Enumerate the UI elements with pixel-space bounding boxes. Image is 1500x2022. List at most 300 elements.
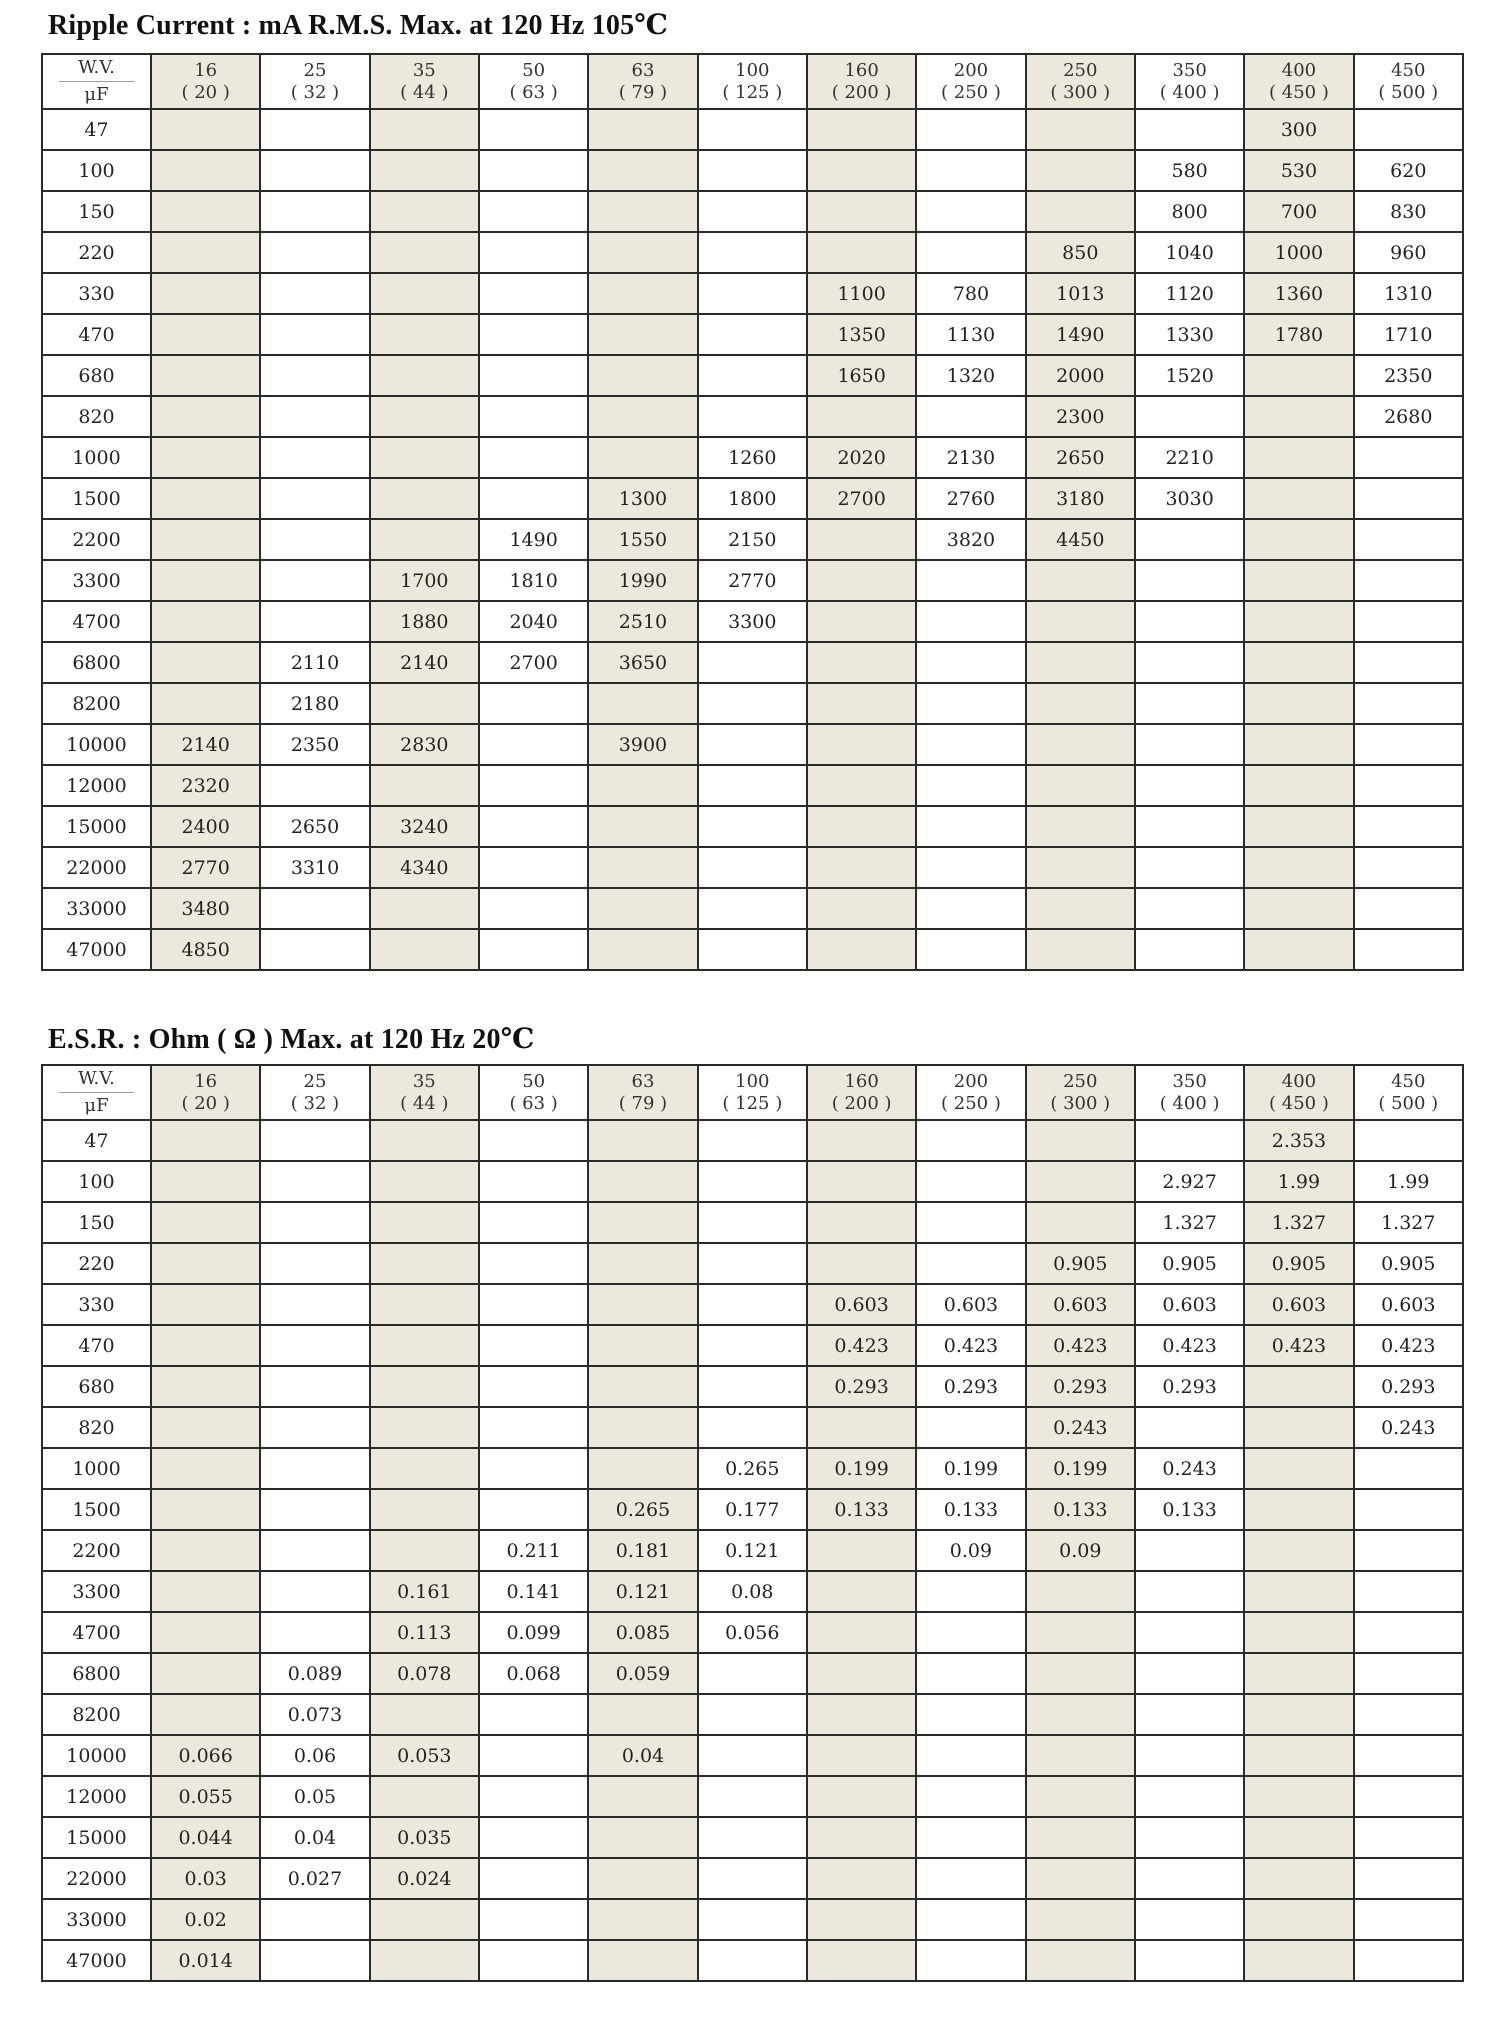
value-cell: [1354, 806, 1463, 847]
value-cell: [151, 1243, 260, 1284]
table-row: [42, 601, 1463, 642]
value-cell: [1354, 1899, 1463, 1940]
esr-title: E.S.R. : Ohm ( Ω ) Max. at 120 Hz 20℃: [48, 1024, 535, 1055]
value-cell: [807, 150, 916, 191]
value-cell: [479, 1284, 588, 1325]
value-cell: [151, 314, 260, 355]
value-cell: [370, 109, 479, 150]
value-cell: 1990: [588, 560, 697, 601]
value-cell: [588, 314, 697, 355]
value-cell: [1135, 806, 1244, 847]
surge-voltage: ( 500 ): [1378, 1092, 1439, 1114]
value-cell: 0.243: [1354, 1407, 1463, 1448]
rated-voltage: 35: [412, 59, 436, 81]
value-cell: [698, 396, 807, 437]
value-cell: 1330: [1135, 314, 1244, 355]
surge-voltage: ( 250 ): [941, 1092, 1001, 1114]
value-cell: [370, 314, 479, 355]
value-cell: [916, 1858, 1025, 1899]
value-cell: 0.085: [588, 1612, 697, 1653]
voltage-column-header: [370, 54, 479, 109]
capacitance-cell: 8200: [42, 1694, 151, 1735]
value-cell: [807, 519, 916, 560]
value-cell: [260, 519, 369, 560]
value-cell: [1244, 1899, 1353, 1940]
value-cell: 0.603: [1026, 1284, 1135, 1325]
rated-voltage: 16: [194, 59, 218, 81]
table-row: [42, 1612, 1463, 1653]
value-cell: [1244, 1858, 1353, 1899]
value-cell: [807, 1735, 916, 1776]
value-cell: [151, 1489, 260, 1530]
value-cell: [1244, 1653, 1353, 1694]
value-cell: 3240: [370, 806, 479, 847]
value-cell: [370, 1161, 479, 1202]
value-cell: [588, 1899, 697, 1940]
table-row: [42, 1899, 1463, 1940]
capacitance-cell: 150: [42, 191, 151, 232]
value-cell: [1135, 1530, 1244, 1571]
capacitance-cell: 2200: [42, 1530, 151, 1571]
rated-voltage: 16: [194, 1070, 218, 1092]
value-cell: [260, 1284, 369, 1325]
table-row: [42, 150, 1463, 191]
value-cell: 2.927: [1135, 1161, 1244, 1202]
capacitance-cell: 4700: [42, 1612, 151, 1653]
table-row: [42, 1448, 1463, 1489]
value-cell: [588, 150, 697, 191]
value-cell: [698, 1161, 807, 1202]
value-cell: [916, 888, 1025, 929]
capacitance-cell: 1500: [42, 478, 151, 519]
value-cell: 0.243: [1026, 1407, 1135, 1448]
value-cell: 3480: [151, 888, 260, 929]
value-cell: 2350: [1354, 355, 1463, 396]
table-row: [42, 1489, 1463, 1530]
value-cell: 0.014: [151, 1940, 260, 1981]
value-cell: [1244, 1571, 1353, 1612]
capacitance-cell: 1000: [42, 1448, 151, 1489]
value-cell: [807, 1120, 916, 1161]
value-cell: [479, 929, 588, 970]
value-cell: [1026, 1202, 1135, 1243]
value-cell: [807, 1202, 916, 1243]
value-cell: 0.078: [370, 1653, 479, 1694]
value-cell: 0.08: [698, 1571, 807, 1612]
value-cell: 0.423: [1244, 1325, 1353, 1366]
value-cell: [807, 642, 916, 683]
value-cell: [1244, 1612, 1353, 1653]
surge-voltage: ( 400 ): [1159, 1092, 1220, 1114]
rated-voltage: 450: [1391, 59, 1426, 81]
table-row: [42, 847, 1463, 888]
surge-voltage: ( 44 ): [400, 81, 449, 103]
value-cell: 580: [1135, 150, 1244, 191]
value-cell: [1135, 1817, 1244, 1858]
capacitance-cell: 1500: [42, 1489, 151, 1530]
value-cell: [1026, 1571, 1135, 1612]
value-cell: 0.121: [698, 1530, 807, 1571]
value-cell: 0.073: [260, 1694, 369, 1735]
value-cell: 1710: [1354, 314, 1463, 355]
value-cell: [1026, 191, 1135, 232]
value-cell: [807, 847, 916, 888]
value-cell: [151, 191, 260, 232]
voltage-column-header: [698, 54, 807, 109]
value-cell: 1520: [1135, 355, 1244, 396]
capacitance-cell: 12000: [42, 1776, 151, 1817]
value-cell: [370, 396, 479, 437]
value-cell: [370, 1407, 479, 1448]
value-cell: [260, 478, 369, 519]
value-cell: [588, 683, 697, 724]
value-cell: [916, 1202, 1025, 1243]
capacitance-cell: 22000: [42, 847, 151, 888]
table-row: [42, 1571, 1463, 1612]
value-cell: [807, 1858, 916, 1899]
value-cell: [807, 191, 916, 232]
value-cell: 0.905: [1244, 1243, 1353, 1284]
capacitance-cell: 100: [42, 150, 151, 191]
value-cell: [1244, 396, 1353, 437]
value-cell: 2830: [370, 724, 479, 765]
voltage-column-header: [1135, 1065, 1244, 1120]
value-cell: [1244, 1366, 1353, 1407]
value-cell: [1244, 724, 1353, 765]
value-cell: [1135, 109, 1244, 150]
value-cell: [698, 273, 807, 314]
value-cell: [807, 806, 916, 847]
table-row: [42, 1940, 1463, 1981]
value-cell: [1026, 109, 1135, 150]
value-cell: [698, 1202, 807, 1243]
rated-voltage: 63: [631, 1070, 655, 1092]
value-cell: 0.059: [588, 1653, 697, 1694]
voltage-column-header: [1026, 54, 1135, 109]
value-cell: [588, 1325, 697, 1366]
value-cell: 3300: [698, 601, 807, 642]
value-cell: [807, 560, 916, 601]
value-cell: 0.05: [260, 1776, 369, 1817]
surge-voltage: ( 500 ): [1378, 81, 1439, 103]
capacitance-cell: 220: [42, 1243, 151, 1284]
value-cell: 1490: [1026, 314, 1135, 355]
value-cell: 1360: [1244, 273, 1353, 314]
value-cell: 0.06: [260, 1735, 369, 1776]
value-cell: 3820: [916, 519, 1025, 560]
value-cell: [370, 683, 479, 724]
value-cell: 0.099: [479, 1612, 588, 1653]
value-cell: [916, 1571, 1025, 1612]
capacitance-cell: 1000: [42, 437, 151, 478]
capacitance-cell: 33000: [42, 888, 151, 929]
value-cell: [479, 314, 588, 355]
value-cell: [807, 1243, 916, 1284]
value-cell: [260, 191, 369, 232]
value-cell: 960: [1354, 232, 1463, 273]
value-cell: [1244, 1817, 1353, 1858]
value-cell: [260, 232, 369, 273]
value-cell: 3310: [260, 847, 369, 888]
value-cell: [588, 1407, 697, 1448]
value-cell: 2300: [1026, 396, 1135, 437]
value-cell: 0.423: [807, 1325, 916, 1366]
value-cell: [479, 478, 588, 519]
value-cell: [916, 1161, 1025, 1202]
value-cell: [1135, 1858, 1244, 1899]
value-cell: 0.423: [916, 1325, 1025, 1366]
value-cell: [916, 1407, 1025, 1448]
capacitance-cell: 3300: [42, 1571, 151, 1612]
value-cell: [698, 1817, 807, 1858]
value-cell: 2040: [479, 601, 588, 642]
table-row: [42, 314, 1463, 355]
value-cell: [1135, 1776, 1244, 1817]
value-cell: [1354, 1858, 1463, 1899]
value-cell: [1135, 1120, 1244, 1161]
capacitance-cell: 47: [42, 1120, 151, 1161]
table-row: [42, 1284, 1463, 1325]
value-cell: 0.04: [260, 1817, 369, 1858]
value-cell: [1026, 601, 1135, 642]
voltage-column-header: [370, 1065, 479, 1120]
value-cell: [588, 191, 697, 232]
value-cell: [1026, 929, 1135, 970]
value-cell: [807, 765, 916, 806]
value-cell: [1354, 724, 1463, 765]
value-cell: [1135, 1899, 1244, 1940]
value-cell: 1013: [1026, 273, 1135, 314]
value-cell: [1354, 1530, 1463, 1571]
value-cell: [1135, 1571, 1244, 1612]
value-cell: [260, 1407, 369, 1448]
voltage-column-header: [1244, 1065, 1353, 1120]
value-cell: [588, 1243, 697, 1284]
working-voltage-label: W.V.: [59, 57, 134, 82]
value-cell: 1.327: [1354, 1202, 1463, 1243]
value-cell: [916, 847, 1025, 888]
value-cell: [151, 1120, 260, 1161]
surge-voltage: ( 250 ): [941, 81, 1001, 103]
value-cell: [151, 683, 260, 724]
value-cell: [1244, 1489, 1353, 1530]
value-cell: [807, 1653, 916, 1694]
value-cell: [588, 1202, 697, 1243]
value-cell: [698, 1858, 807, 1899]
value-cell: [1026, 642, 1135, 683]
value-cell: [151, 560, 260, 601]
value-cell: [1354, 1448, 1463, 1489]
value-cell: [151, 232, 260, 273]
value-cell: [588, 273, 697, 314]
value-cell: 1.99: [1354, 1161, 1463, 1202]
value-cell: [698, 847, 807, 888]
value-cell: [1244, 847, 1353, 888]
capacitance-cell: 2200: [42, 519, 151, 560]
value-cell: [1026, 847, 1135, 888]
voltage-column-header: [1354, 54, 1463, 109]
value-cell: [588, 396, 697, 437]
value-cell: [1354, 1694, 1463, 1735]
capacitance-cell: 8200: [42, 683, 151, 724]
value-cell: [260, 1899, 369, 1940]
value-cell: [1354, 1120, 1463, 1161]
value-cell: [370, 1940, 479, 1981]
value-cell: [1026, 1694, 1135, 1735]
table-row: [42, 683, 1463, 724]
voltage-column-header: [1026, 1065, 1135, 1120]
value-cell: [1135, 519, 1244, 560]
value-cell: [151, 273, 260, 314]
rated-voltage: 400: [1281, 59, 1317, 81]
value-cell: [370, 273, 479, 314]
value-cell: [479, 683, 588, 724]
value-cell: [370, 1243, 479, 1284]
value-cell: 1320: [916, 355, 1025, 396]
value-cell: 1260: [698, 437, 807, 478]
value-cell: [807, 1817, 916, 1858]
value-cell: 2210: [1135, 437, 1244, 478]
table-row: [42, 1161, 1463, 1202]
value-cell: [588, 1858, 697, 1899]
surge-voltage: ( 20 ): [181, 81, 230, 103]
value-cell: 0.133: [807, 1489, 916, 1530]
table-row: [42, 806, 1463, 847]
value-cell: [1354, 478, 1463, 519]
corner-header-cell: [42, 1065, 151, 1120]
value-cell: [370, 1325, 479, 1366]
value-cell: 1650: [807, 355, 916, 396]
table-row: [42, 1120, 1463, 1161]
value-cell: [1354, 847, 1463, 888]
value-cell: 2770: [151, 847, 260, 888]
rated-voltage: 400: [1281, 1070, 1317, 1092]
value-cell: [151, 1571, 260, 1612]
value-cell: [1026, 765, 1135, 806]
value-cell: [807, 1161, 916, 1202]
value-cell: [1354, 683, 1463, 724]
value-cell: [479, 1899, 588, 1940]
value-cell: [698, 109, 807, 150]
value-cell: [916, 1776, 1025, 1817]
value-cell: [807, 1530, 916, 1571]
value-cell: [698, 1899, 807, 1940]
value-cell: [1026, 888, 1135, 929]
value-cell: [370, 765, 479, 806]
value-cell: 0.089: [260, 1653, 369, 1694]
value-cell: [916, 1612, 1025, 1653]
value-cell: [151, 519, 260, 560]
capacitance-cell: 10000: [42, 724, 151, 765]
rated-voltage: 100: [735, 1070, 770, 1092]
surge-voltage: ( 63 ): [509, 1092, 558, 1114]
table-row: [42, 1653, 1463, 1694]
value-cell: [151, 1653, 260, 1694]
value-cell: [1354, 1653, 1463, 1694]
value-cell: 2150: [698, 519, 807, 560]
capacitance-cell: 15000: [42, 1817, 151, 1858]
value-cell: [1354, 1612, 1463, 1653]
value-cell: [479, 1161, 588, 1202]
capacitance-cell: 6800: [42, 642, 151, 683]
ripple-current-title: Ripple Current : mA R.M.S. Max. at 120 Hz 105℃: [48, 10, 669, 41]
capacitance-unit-label: μF: [84, 84, 109, 105]
value-cell: [260, 1161, 369, 1202]
value-cell: [698, 1940, 807, 1981]
value-cell: [260, 1325, 369, 1366]
value-cell: 1550: [588, 519, 697, 560]
surge-voltage: ( 200 ): [831, 81, 892, 103]
value-cell: [260, 929, 369, 970]
value-cell: [807, 396, 916, 437]
capacitance-cell: 470: [42, 314, 151, 355]
value-cell: [1026, 1735, 1135, 1776]
table-row: [42, 478, 1463, 519]
table-row: [42, 642, 1463, 683]
value-cell: [1354, 888, 1463, 929]
value-cell: [1244, 437, 1353, 478]
value-cell: [1244, 560, 1353, 601]
voltage-column-header: [1135, 54, 1244, 109]
value-cell: [1026, 683, 1135, 724]
value-cell: 2140: [151, 724, 260, 765]
value-cell: 2700: [807, 478, 916, 519]
voltage-column-header: [807, 54, 916, 109]
value-cell: 0.265: [588, 1489, 697, 1530]
value-cell: 2770: [698, 560, 807, 601]
esr-table: [41, 1064, 1464, 1982]
value-cell: [479, 1407, 588, 1448]
value-cell: [260, 1202, 369, 1243]
value-cell: [698, 1653, 807, 1694]
value-cell: 4340: [370, 847, 479, 888]
value-cell: [916, 191, 1025, 232]
value-cell: 0.293: [916, 1366, 1025, 1407]
value-cell: 0.603: [1354, 1284, 1463, 1325]
value-cell: [479, 1448, 588, 1489]
table-row: [42, 1325, 1463, 1366]
rated-voltage: 160: [844, 59, 879, 81]
voltage-column-header: [588, 54, 697, 109]
value-cell: [1244, 765, 1353, 806]
table-row: [42, 396, 1463, 437]
value-cell: [1026, 1120, 1135, 1161]
table-row: [42, 724, 1463, 765]
value-cell: [698, 1776, 807, 1817]
value-cell: 0.603: [916, 1284, 1025, 1325]
value-cell: 3900: [588, 724, 697, 765]
value-cell: [479, 1325, 588, 1366]
value-cell: [479, 150, 588, 191]
voltage-column-header: [151, 1065, 260, 1120]
value-cell: [479, 806, 588, 847]
capacitance-cell: 47000: [42, 929, 151, 970]
value-cell: [916, 560, 1025, 601]
value-cell: 0.055: [151, 1776, 260, 1817]
value-cell: 4850: [151, 929, 260, 970]
value-cell: [916, 1735, 1025, 1776]
value-cell: [479, 232, 588, 273]
value-cell: [916, 396, 1025, 437]
value-cell: [807, 1612, 916, 1653]
capacitance-cell: 15000: [42, 806, 151, 847]
capacitance-cell: 330: [42, 1284, 151, 1325]
value-cell: [698, 150, 807, 191]
rated-voltage: 200: [953, 59, 989, 81]
value-cell: [1026, 1858, 1135, 1899]
value-cell: [916, 1243, 1025, 1284]
value-cell: [370, 1120, 479, 1161]
